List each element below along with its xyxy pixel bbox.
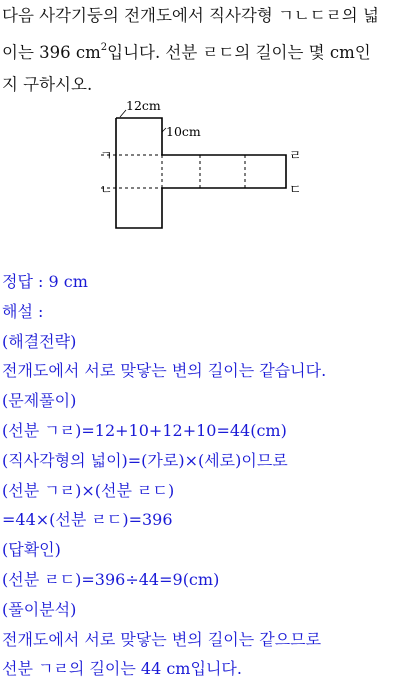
net-outline xyxy=(116,118,286,228)
prism-net-figure xyxy=(96,98,306,230)
vertex-g-label: ㄱ xyxy=(100,149,113,164)
superscript-two: 2 xyxy=(100,42,108,53)
solving-step-3: (선분 ㄱㄹ)×(선분 ㄹㄷ) xyxy=(2,480,175,500)
label-12cm: 12cm xyxy=(126,98,161,113)
vertex-r-label: ㄹ xyxy=(289,149,302,164)
analysis-heading: (풀이분석) xyxy=(2,599,77,619)
problem-line-2-post: 입니다. 선분 ㄹㄷ의 길이는 몇 cm인 xyxy=(107,43,371,62)
check-text: (선분 ㄹㄷ)=396÷44=9(cm) xyxy=(2,569,220,589)
solution-block xyxy=(2,267,398,684)
problem-line-2-pre: 이는 396 cm xyxy=(2,43,101,62)
analysis-text-1: 전개도에서 서로 맞닿는 변의 길이는 같으므로 xyxy=(2,629,322,649)
problem-statement xyxy=(2,0,398,101)
vertex-d-label: ㄷ xyxy=(289,183,302,198)
answer-line: 정답 : 9 cm xyxy=(2,272,88,291)
analysis-text-2: 선분 ㄱㄹ의 길이는 44 cm입니다. xyxy=(2,659,242,679)
solving-step-1: (선분 ㄱㄹ)=12+10+12+10=44(cm) xyxy=(2,420,287,440)
check-heading: (답확인) xyxy=(2,540,61,560)
strategy-heading: (해결전략) xyxy=(2,331,77,351)
problem-line-3: 지 구하시오. xyxy=(2,75,93,94)
problem-line-1: 다음 사각기둥의 전개도에서 직사각형 ㄱㄴㄷㄹ의 넓 xyxy=(2,6,379,25)
problem-line-2 xyxy=(2,32,398,69)
solving-step-4: =44×(선분 ㄹㄷ)=396 xyxy=(2,510,173,530)
vertex-n-label: ㄴ xyxy=(100,183,113,198)
strategy-text: 전개도에서 서로 맞닿는 변의 길이는 같습니다. xyxy=(2,361,327,381)
label-10cm: 10cm xyxy=(166,124,201,139)
solving-step-2: (직사각형의 넓이)=(가로)×(세로)이므로 xyxy=(2,450,288,470)
explanation-heading: 해설 : xyxy=(2,301,44,321)
solving-heading: (문제풀이) xyxy=(2,391,77,411)
